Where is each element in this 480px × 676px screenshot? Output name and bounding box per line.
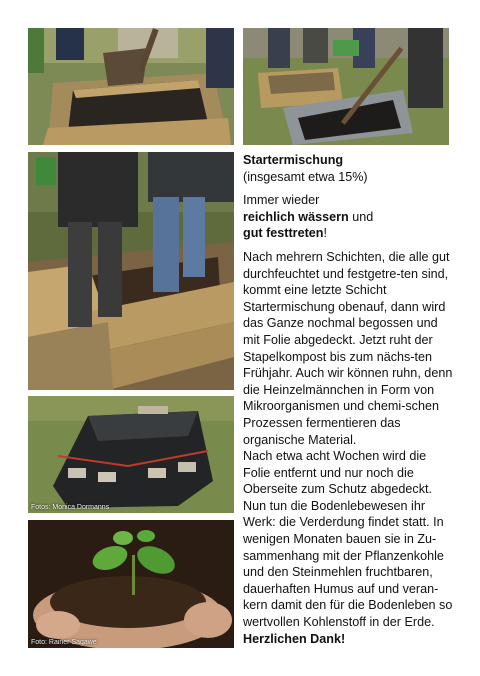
text-run: Nach etwa acht Wochen wird die Folie entfernt und nur noch die Oberseite zum Schutz abgedeckt. Nun tun die Bodenlebewesen ihr Werk: die Verderdung findet statt. In wenigen Monaten bauen sie in Zu-sammenhang mit der Pflanzenkohle und den Steinmehlen fruchtbaren, dauerhaften Humus auf und veran-kern damit den für die Bodenleben so wertvollen Kohlenstoff in der Erde. [243, 449, 453, 630]
emphasis: gut festtreten [243, 226, 324, 241]
emphasis: reichlich wässern [243, 209, 349, 224]
photo-treading-compost [28, 152, 234, 390]
text-run: und [348, 209, 374, 224]
text-run: Immer wieder [243, 193, 320, 208]
photo-shovel-compost-crate [28, 28, 234, 145]
text-run: ! [323, 226, 327, 241]
photo-covered-pile [28, 396, 234, 513]
section-subheading: (insgesamt etwa 15%) [243, 169, 368, 184]
photo-credit: Fotos: Monica Dormanns [31, 504, 110, 511]
photo-credit: Foto: Rainer Sagawe [31, 639, 97, 646]
paragraph-layers: Nach mehrern Schichten, die alle gut durchfeuchtet und festgetre-ten sind, kommt eine letzte Schicht Startermischung obenauf, dann wird das Ganze nochmal begossen und mit Folie abgedeckt. Jetzt ruht der Stapelkompost bis zum nächs-ten Frühjahr. Auch wir können ruhn, denn die Heinzelmännchen in Form von Mikroorganismen und chemi-schen Prozessen fermentieren das organische Material. [243, 249, 453, 447]
photo-hands-seedling [28, 520, 234, 648]
closing-thanks: Herzlichen Dank! [243, 631, 346, 646]
article-text [243, 152, 455, 647]
section-heading: Startermischung [243, 153, 344, 167]
paragraph-humus [243, 448, 455, 647]
paragraph-watering [243, 192, 455, 242]
photo-wheelbarrow-charcoal [243, 28, 449, 145]
